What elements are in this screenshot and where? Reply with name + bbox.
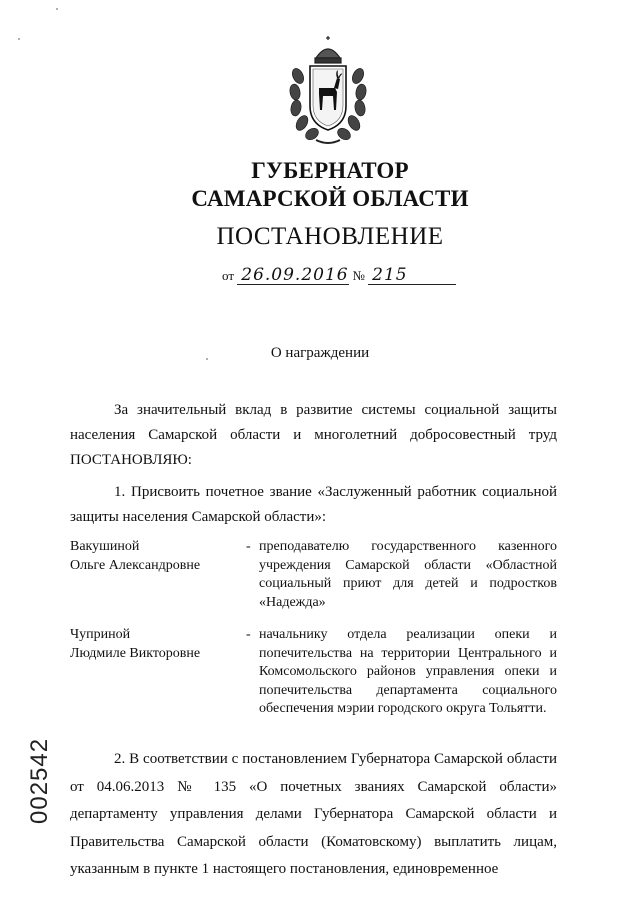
recipient-name (70, 626, 250, 663)
scan-speck (56, 8, 58, 10)
date-number-line (222, 266, 456, 285)
scan-speck (18, 38, 20, 40)
scan-speck (206, 358, 208, 360)
document-subject: О награждении (270, 345, 370, 361)
separator-dash: - (246, 627, 251, 642)
separator-dash: - (246, 539, 251, 554)
item-2-paragraph: 2. В соответствии с постановлением Губернатора Самарской области от 04.06.2013 № 135 «О почетных званиях Самарской области» департаменту управления делами Губернатора Самарской области и Правительства Самарской области (Коматовскому) выплатить лицам, указанным в пункте 1 настоящего постановления, единовременное (70, 751, 557, 877)
handwritten-number: 215 (368, 266, 456, 285)
authority-title: ГУБЕРНАТОР (251, 158, 409, 183)
recipient-entry (70, 538, 557, 618)
margin-serial-number: 002542 (26, 737, 53, 824)
intro-paragraph: За значительный вклад в развитие системы социальной защиты населения Самарской области и многолетний добросовестный труд ПОСТАНОВЛЯЮ: (70, 402, 557, 468)
recipient-position: начальнику отдела реализации опеки и попечительства на территории Центрального и Комсомольского районов управления опеки и попечительства департамента социального обеспечения мэрии городского округа Тольятти. (259, 627, 557, 716)
recipient-name (70, 538, 250, 575)
number-prefix: № (352, 268, 365, 283)
recipient-entry (70, 626, 557, 736)
item-1-paragraph: 1. Присвоить почетное звание «Заслуженный работник социальной защиты населения Самарской области»: (70, 484, 557, 525)
document-type-heading: ПОСТАНОВЛЕНИЕ (216, 223, 444, 250)
recipient-position: преподавателю государственного казенного учреждения Самарской области «Областной социальный приют для детей и подростков «Надежда» (259, 539, 557, 610)
recipient-surname: Вакушиной (70, 539, 140, 554)
recipient-given-names: Ольге Александровне (70, 557, 201, 573)
handwritten-date: 26.09.2016 (237, 266, 349, 285)
coat-of-arms-emblem (286, 36, 370, 148)
date-prefix: от (222, 268, 235, 283)
recipient-surname: Чуприной (70, 627, 131, 642)
authority-region: САМАРСКОЙ ОБЛАСТИ (191, 186, 469, 211)
recipient-given-names: Людмиле Викторовне (70, 645, 201, 661)
